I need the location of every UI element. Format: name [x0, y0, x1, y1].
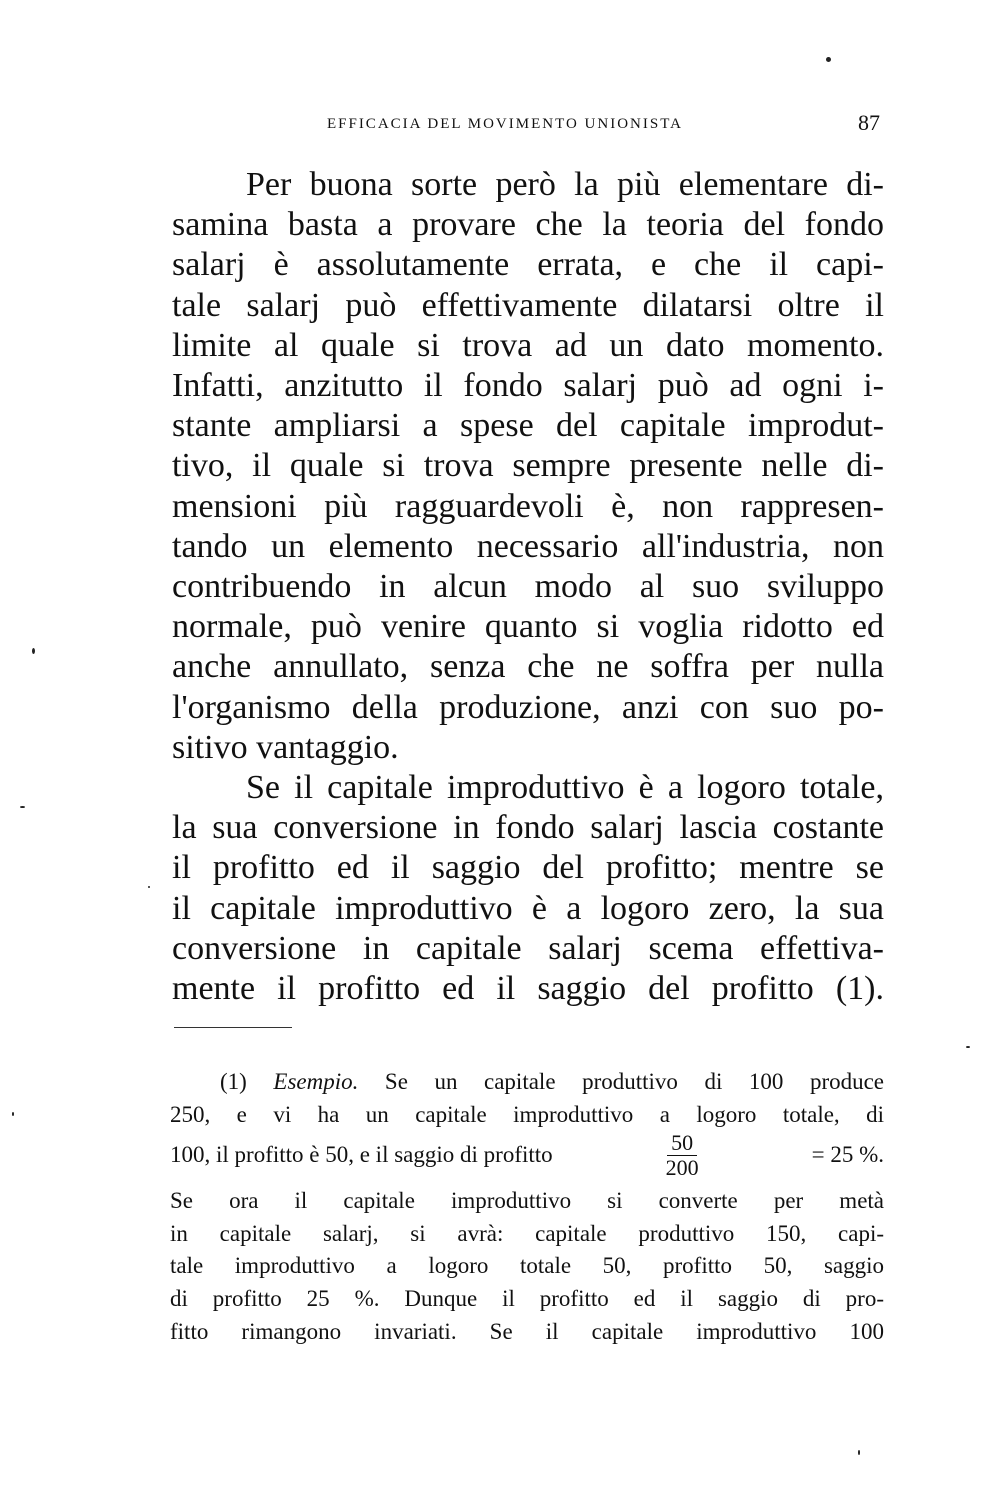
- footnote-line: tale improduttivo a logoro totale 50, profitto 50, saggio: [170, 1253, 884, 1279]
- text-line: la sua conversione in fondo salarj lascia costante: [172, 809, 884, 847]
- footnote-separator: [174, 1027, 292, 1028]
- text-line: tivo, il quale si trova sempre presente nelle di-: [172, 447, 884, 485]
- main-text: [172, 165, 884, 1009]
- text-line: sitivo vantaggio.: [172, 728, 399, 766]
- text-line: tale salarj può effettivamente dilatarsi oltre il: [172, 286, 884, 324]
- text-line: stante ampliarsi a spese del capitale improdut-: [172, 407, 884, 445]
- scan-speck: [148, 886, 150, 888]
- text-line: contribuendo in alcun modo al suo sviluppo: [172, 568, 884, 606]
- text-line: anche annullato, senza che ne soffra per nulla: [172, 648, 884, 686]
- text-line: Infatti, anzitutto il fondo salarj può ad ogni i-: [172, 367, 884, 405]
- text-line: limite al quale si trova ad un dato momento.: [172, 326, 884, 364]
- text-line: Per buona sorte però la più elementare di-: [246, 166, 884, 203]
- footnote-line: in capitale salarj, si avrà: capitale produttivo 150, capi-: [170, 1220, 884, 1246]
- scan-speck: [858, 1450, 860, 1455]
- text-line: mensioni più ragguardevoli è, non rappresen-: [172, 487, 884, 525]
- fraction-numerator: 50: [667, 1131, 697, 1156]
- text-line: l'organismo della produzione, anzi con suo po-: [172, 688, 884, 726]
- footnote-text: = 25 %.: [811, 1141, 884, 1167]
- page-header: [130, 106, 880, 146]
- footnote-marker: (1): [220, 1069, 247, 1094]
- scan-speck: [12, 1112, 14, 1116]
- footnote-line: Se ora il capitale improduttivo si converte per metà: [170, 1188, 884, 1214]
- text-line: samina basta a provare che la teoria del fondo: [172, 206, 884, 244]
- text-line: il profitto ed il saggio del profitto; mentre se: [172, 849, 884, 887]
- text-line: normale, può venire quanto si voglia ridotto ed: [172, 608, 884, 646]
- footnote-label: Esempio.: [273, 1069, 359, 1094]
- scan-speck: [826, 57, 831, 62]
- scan-speck: [20, 806, 25, 808]
- scan-speck: [32, 648, 35, 654]
- running-title: EFFICACIA DEL MOVIMENTO UNIONISTA: [326, 116, 684, 132]
- footnote-text: Se un capitale produttivo di 100 produce: [384, 1069, 885, 1094]
- text-line: salarj è assolutamente errata, e che il capi-: [172, 246, 884, 284]
- text-line: mente il profitto ed il saggio del profitto (1).: [172, 970, 884, 1008]
- footnote-text: 100, il profitto è 50, e il saggio di profitto: [170, 1141, 553, 1167]
- footnote-line: fitto rimangono invariati. Se il capitale improduttivo 100: [170, 1318, 884, 1344]
- fraction: [662, 1131, 703, 1180]
- scan-speck: [966, 1046, 970, 1048]
- fraction-denominator: 200: [665, 1154, 699, 1180]
- footnote: [170, 1066, 884, 1348]
- page-number: 87: [858, 110, 880, 135]
- footnote-line: di profitto 25 %. Dunque il profitto ed il saggio di pro-: [170, 1285, 884, 1311]
- footnote-line: [170, 1066, 884, 1099]
- footnote-formula-line: [170, 1127, 884, 1183]
- text-line: conversione in capitale salarj scema effettiva-: [172, 929, 884, 967]
- text-line: Se il capitale improduttivo è a logoro totale,: [246, 769, 884, 807]
- footnote-line: 250, e vi ha un capitale improduttivo a logoro totale, di: [170, 1101, 884, 1127]
- text-line: tando un elemento necessario all'industria, non: [172, 527, 884, 565]
- text-line: il capitale improduttivo è a logoro zero, la sua: [172, 889, 884, 927]
